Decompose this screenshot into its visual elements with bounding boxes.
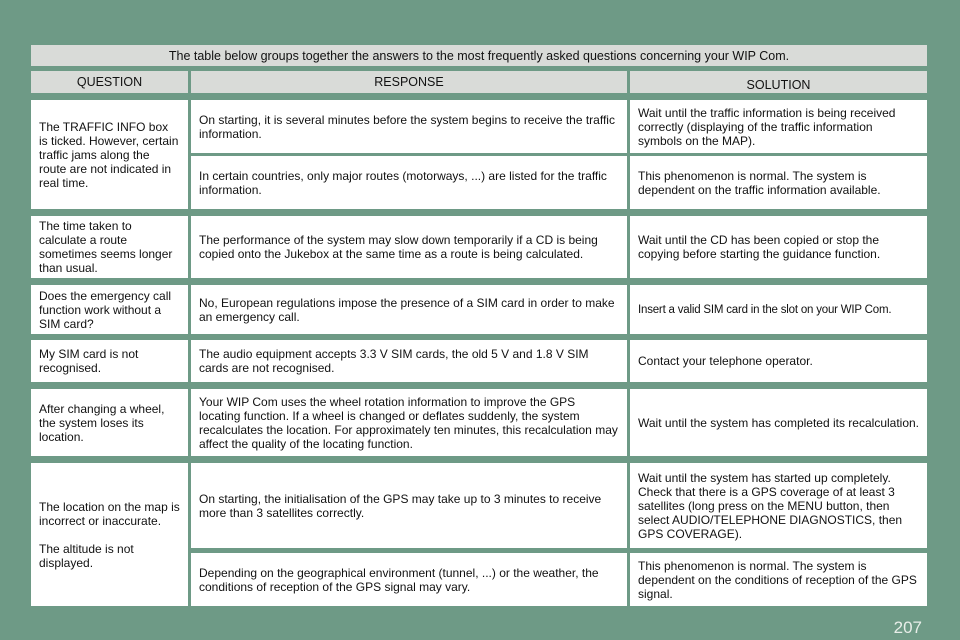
page-number: 207 (893, 618, 922, 637)
question-text: The location on the map is incorrect or inaccurate. (39, 499, 180, 528)
response-cell (191, 216, 627, 278)
question-extra-text: The altitude is not displayed. (39, 541, 134, 570)
question-cell-location (31, 463, 188, 606)
response-text: No, European regulations impose the presence of a SIM card in order to make an emergency call. (199, 295, 615, 324)
response-text: Depending on the geographical environment (tunnel, ...) or the weather, the conditions of reception of the GPS signal may vary. (199, 565, 599, 594)
question-text: The TRAFFIC INFO box is ticked. However, certain traffic jams along the route are not indicated in real time. (39, 119, 179, 190)
intro-text: The table below groups together the answers to the most frequently asked questions concerning your WIP Com. (168, 48, 790, 63)
response-text: On starting, the initialisation of the GPS may take up to 3 minutes to receive more than 3 satellites correctly. (199, 491, 602, 520)
solution-cell (630, 463, 927, 548)
header-response-label: RESPONSE (374, 75, 444, 89)
solution-text: This phenomenon is normal. The system is dependent on the conditions of reception of the GPS signal. (638, 558, 917, 601)
response-text: The audio equipment accepts 3.3 V SIM cards, the old 5 V and 1.8 V SIM cards are not recognised. (199, 347, 589, 375)
response-cell (191, 553, 627, 606)
solution-text: Wait until the system has started up completely. Check that there is a GPS coverage of at least 3 satellites (long press on the MENU button, then select AUDIO/TELEPHONE DIAGNOSTICS, then GPS COVERAGE). (638, 470, 903, 541)
response-text: Your WIP Com uses the wheel rotation information to improve the GPS locating function. If a wheel is changed or deflates suddenly, the system recalculates the location. For approximately ten minutes, this recalculation may affect the quality of the locating function. (199, 394, 618, 451)
header-question-label: QUESTION (76, 75, 143, 89)
response-cell (191, 100, 627, 153)
header-response (191, 71, 627, 93)
solution-cell (630, 156, 927, 209)
question-text: After changing a wheel, the system loses its location. (39, 401, 165, 444)
question-text: Does the emergency call function work without a SIM card? (39, 288, 172, 331)
response-cell (191, 389, 627, 456)
solution-cell (630, 216, 927, 278)
solution-cell (630, 100, 927, 153)
solution-text: Insert a valid SIM card in the slot on your WIP Com. (638, 303, 892, 316)
solution-cell (630, 553, 927, 606)
response-cell (191, 463, 627, 548)
solution-cell (630, 340, 927, 382)
response-cell (191, 285, 627, 334)
header-solution-label: SOLUTION (746, 78, 811, 92)
question-cell-wheel (31, 389, 188, 456)
intro-banner (31, 45, 927, 66)
solution-text: This phenomenon is normal. The system is dependent on the traffic information available. (638, 168, 881, 197)
question-cell-route-time (31, 216, 188, 278)
solution-text: Wait until the CD has been copied or stop the copying before starting the guidance function. (638, 233, 881, 261)
question-text: The time taken to calculate a route sometimes seems longer than usual. (39, 219, 173, 275)
question-cell-sim (31, 340, 188, 382)
header-solution (630, 71, 927, 93)
solution-cell (630, 389, 927, 456)
solution-text: Wait until the system has completed its recalculation. (638, 415, 920, 430)
response-text: In certain countries, only major routes (motorways, ...) are listed for the traffic information. (199, 168, 607, 197)
question-cell-emergency (31, 285, 188, 334)
response-cell (191, 340, 627, 382)
question-cell-traffic (31, 100, 188, 209)
solution-text: Wait until the traffic information is being received correctly (displaying of the traffic information symbols on the MAP). (638, 105, 896, 148)
response-text: The performance of the system may slow down temporarily if a CD is being copied onto the Jukebox at the same time as a route is being calculated. (199, 233, 598, 261)
solution-cell (630, 285, 927, 334)
header-question (31, 71, 188, 93)
solution-text: Contact your telephone operator. (638, 354, 813, 368)
response-cell (191, 156, 627, 209)
response-text: On starting, it is several minutes before the system begins to receive the traffic information. (199, 112, 615, 141)
question-text: My SIM card is not recognised. (39, 347, 139, 375)
